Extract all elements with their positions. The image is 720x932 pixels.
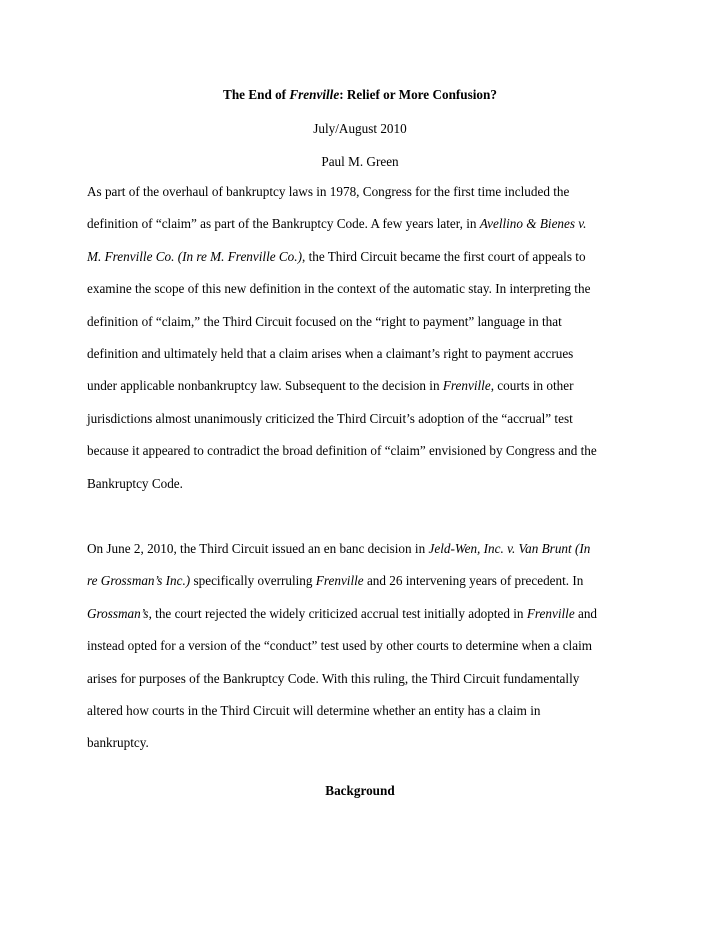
- paragraph-line: definition and ultimately held that a claim arises when a claimant’s right to payment accrues: [87, 345, 574, 361]
- case-citation: Frenville: [442, 378, 491, 394]
- text-run: under applicable nonbankruptcy law. Subsequent to the decision in: [87, 378, 443, 394]
- case-citation: Frenville: [526, 605, 575, 621]
- paragraph-1: [87, 176, 647, 500]
- paragraph-line: [87, 533, 647, 565]
- case-citation: Frenville: [315, 573, 364, 589]
- paragraph-2: [87, 533, 647, 760]
- paragraph-line: [87, 565, 647, 597]
- paragraph-line: [87, 370, 647, 402]
- text-run: , courts in other: [490, 378, 574, 394]
- text-run: , the court rejected the widely criticized accrual test initially adopted in: [148, 605, 527, 621]
- case-citation: M. Frenville Co. (In re M. Frenville Co.): [87, 248, 302, 264]
- case-citation: re Grossman’s Inc.): [87, 573, 191, 589]
- document-title: [0, 86, 720, 104]
- text-run: definition of “claim” as part of the Bankruptcy Code. A few years later, in: [87, 216, 480, 232]
- paragraph-line: Bankruptcy Code.: [87, 475, 183, 491]
- title-suffix: : Relief or More Confusion?: [339, 87, 497, 102]
- paragraph-line: [87, 241, 647, 273]
- paragraph-line: bankruptcy.: [87, 735, 149, 751]
- document-date: July/August 2010: [313, 121, 407, 136]
- paragraph-line: instead opted for a version of the “conduct” test used by other courts to determine when a claim: [87, 638, 592, 654]
- text-run: and: [574, 605, 598, 621]
- title-case-name: Frenville: [289, 87, 340, 102]
- document-author: Paul M. Green: [321, 154, 399, 169]
- text-run: On June 2, 2010, the Third Circuit issued an en banc decision in: [87, 541, 429, 556]
- paragraph-line: definition of “claim,” the Third Circuit focused on the “right to payment” language in that: [87, 313, 562, 329]
- paragraph-line: [87, 598, 647, 630]
- title-prefix: The End of: [223, 87, 290, 102]
- paragraph-line: As part of the overhaul of bankruptcy laws in 1978, Congress for the first time included the: [87, 184, 570, 199]
- paragraph-line: [87, 208, 647, 240]
- case-citation: Grossman’s: [87, 605, 149, 621]
- text-run: , the Third Circuit became the first court of appeals to: [301, 248, 586, 264]
- section-heading: Background: [325, 783, 395, 798]
- case-citation: Avellino & Bienes v.: [479, 216, 587, 232]
- case-citation: Jeld-Wen, Inc. v. Van Brunt (In: [428, 541, 591, 556]
- paragraph-line: jurisdictions almost unanimously criticized the Third Circuit’s adoption of the “accrual” test: [87, 410, 573, 426]
- paragraph-line: arises for purposes of the Bankruptcy Code. With this ruling, the Third Circuit fundamentally: [87, 670, 580, 686]
- paragraph-line: examine the scope of this new definition in the context of the automatic stay. In interpreting the: [87, 281, 591, 297]
- paragraph-line: because it appeared to contradict the broad definition of “claim” envisioned by Congress and the: [87, 443, 597, 459]
- text-run: specifically overruling: [190, 573, 316, 589]
- text-run: and 26 intervening years of precedent. In: [363, 573, 584, 589]
- paragraph-line: altered how courts in the Third Circuit will determine whether an entity has a claim in: [87, 702, 541, 718]
